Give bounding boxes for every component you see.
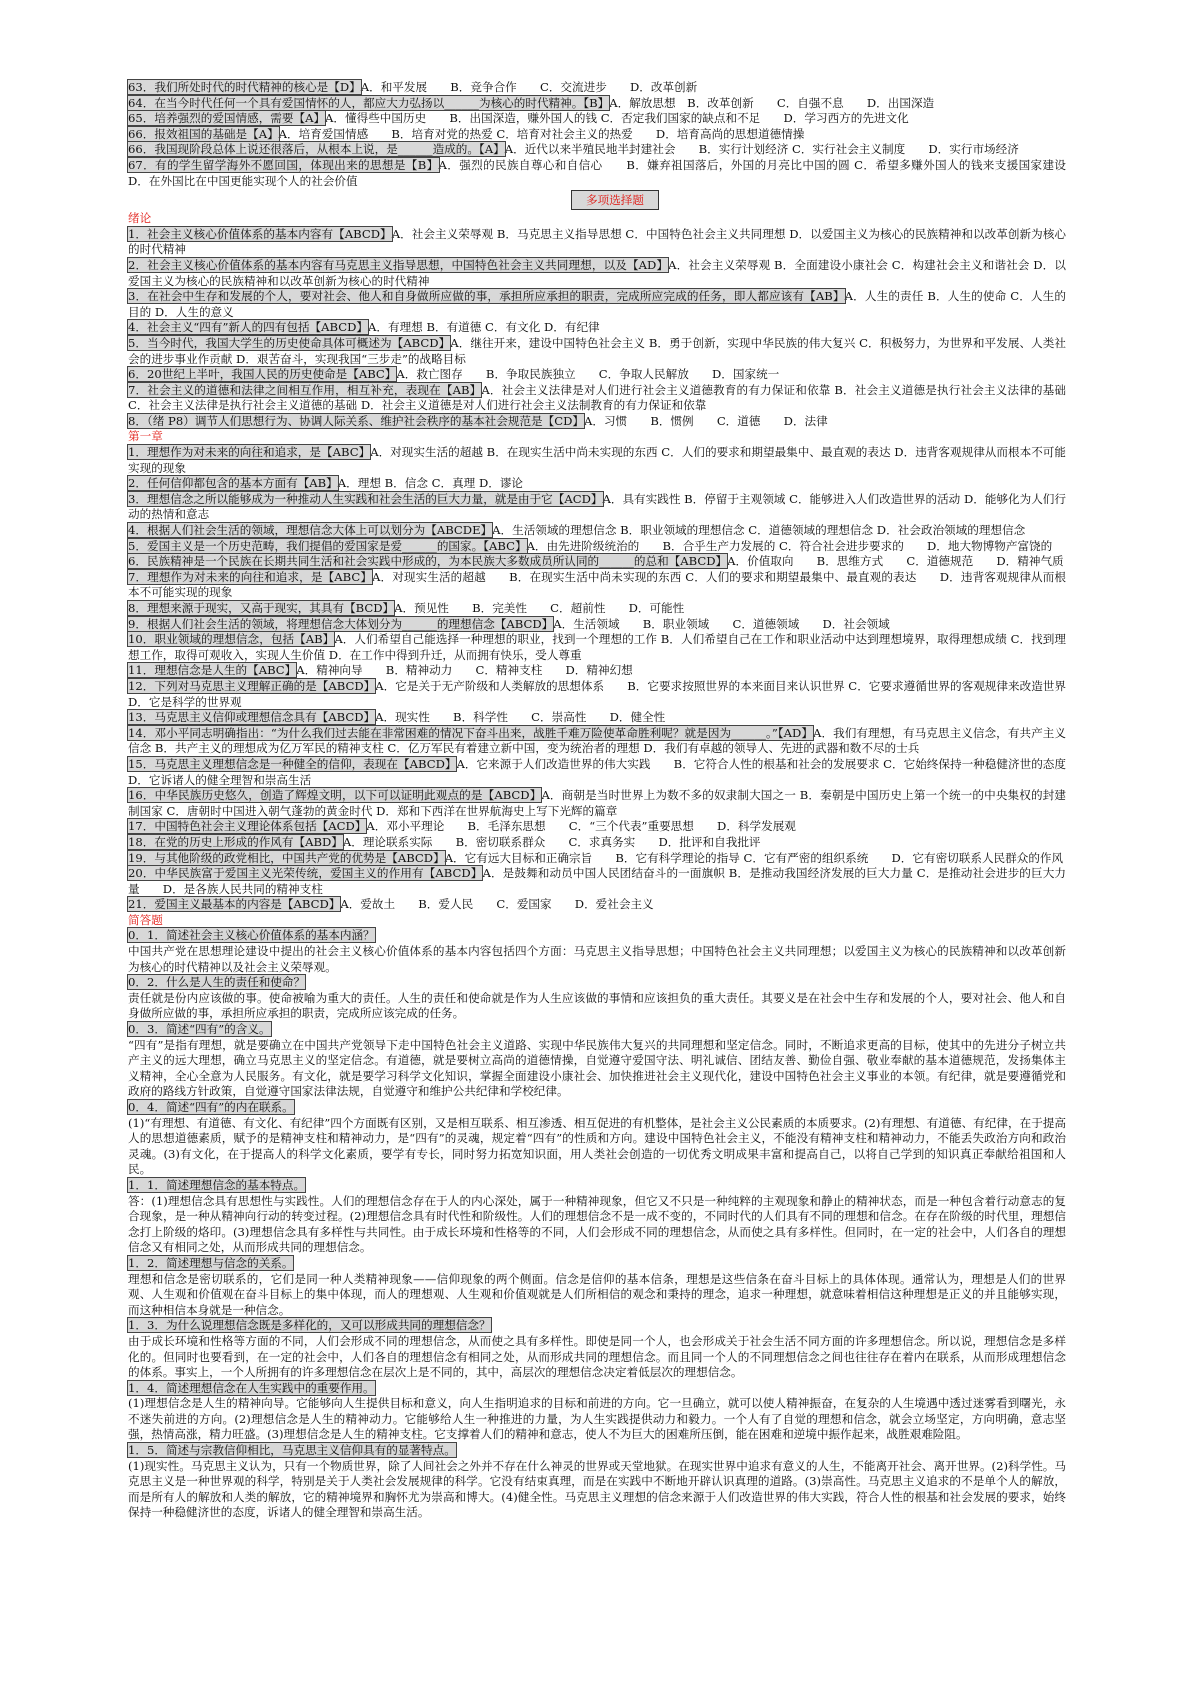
- question-options: A．邓小平理论 B．毛泽东思想 C．“三个代表”重要思想 D．科学发展观: [366, 819, 796, 834]
- question-stem: 21．爱国主义最基本的内容是【ABCD】: [128, 897, 341, 912]
- short-answer-question-text: 0．3．简述“四有”的含义。: [128, 1022, 271, 1037]
- question-options: A．由先进阶级统治的 B．合乎生产力发展的 C．符合社会进步要求的 D．地大物博物产富饶的: [526, 538, 1053, 553]
- question-options: A．它来源于人们改造世界的伟大实践 B．它符合人性的根基和社会的发展要求 C．它始终保持一种稳健济世的态度 D．它诉诸人的健全理智和崇高生活: [128, 756, 1090, 787]
- question-options: A．爱故土 B．爱人民 C．爱国家 D．爱社会主义: [340, 897, 654, 912]
- question-item: [128, 127, 1066, 143]
- short-answer-question: [128, 1443, 1066, 1459]
- question-stem: 1．理想作为对未来的向往和追求，是【ABC】: [128, 445, 371, 460]
- question-options: A．现实性 B．科学性 C．崇高性 D．健全性: [375, 710, 666, 725]
- question-item: [128, 289, 1066, 320]
- question-item: [128, 897, 1066, 913]
- question-stem: 14．邓小平同志明确指出：“为什么我们过去能在非常困难的情况下奋斗出来，战胜千难万险使革命胜利呢？就是因为______。”【AD】: [128, 725, 814, 740]
- question-item: [128, 142, 1066, 158]
- question-options: A．商朝是当时世界上为数不多的奴隶制大国之一 B．秦朝是中国历史上第一个统一的中央集权的封建制国家 C．唐朝时中国进入朝气蓬勃的黄金时代 D．郑和下西洋在世界航海史上写下光辉的篇章: [128, 788, 1066, 818]
- question-item: [128, 866, 1066, 897]
- question-item: [128, 157, 1090, 189]
- question-item: [128, 835, 1066, 851]
- question-list: [128, 227, 1066, 430]
- short-answer-text: (1)现实性。马克思主义认为，只有一个物质世界，除了人间社会之外并不存在什么神灵的世界或天堂地狱。在现实世界中追求有意义的人生，不能离开社会、离开世界。(2)科学性。马克思主义是一种世界观的科学，特别是关于人类社会发展规律的科学。它没有结束真理，而是在实践中不断地开辟认识真理的道路。(3)崇高性。马克思主义追求的不是单个人的解放，而是所有人的解放和人类的解放，它的精神境界和胸怀尤为崇高和博大。(4)健全性。马克思主义理想的信念来源于人们改造世界的伟大实践，符合人性的根基和社会发展的要求，始终保持一种稳健济世的态度，诉诸人的健全理智和崇高生活。: [128, 1458, 1066, 1520]
- multi-choice-heading: 多项选择题: [571, 190, 659, 210]
- question-options: A．是鼓舞和动员中国人民团结奋斗的一面旗帜 B．是推动我国经济发展的巨大力量 C．是推动社会进步的巨大力量 D．是各族人民共同的精神支柱: [128, 866, 1067, 896]
- short-answer-list: [128, 928, 1066, 1521]
- question-item: [128, 554, 1066, 570]
- question-stem: 5．爱国主义是一个历史范畴，我们提倡的爱国家是爱______的国家。【ABC】: [128, 538, 527, 553]
- question-options: A．生活领域 B．职业领域 C．道德领域 D．社会领域: [553, 616, 890, 631]
- question-stem: 7．理想作为对未来的向往和追求，是【ABC】: [128, 569, 373, 584]
- question-stem: 3．在社会中生存和发展的个人，要对社会、他人和自身做所应做的事，承担所应承担的职责，完成所应完成的任务，即人都应该有【AB】: [128, 289, 845, 304]
- question-options: A．社会主义法律是对人们进行社会主义道德教育的有力保证和依靠 B．社会主义道德是执行社会主义法律的基础 C．社会主义法律是执行社会主义道德的基础 D．社会主义道德是对人们进行社会主义法制教育的有力保证和依靠: [128, 382, 1066, 413]
- question-options: A．培育爱国情感 B．培育对党的热爱 C．培育对社会主义的热爱 D．培育高尚的思想道德情操: [278, 126, 805, 141]
- short-answer-question: [128, 1178, 1066, 1194]
- question-item: [128, 851, 1066, 867]
- question-options: A．它有远大目标和正确宗旨 B．它有科学理论的指导 C．它有严密的组织系统 D．它有密切联系人民群众的作风: [444, 850, 1064, 865]
- question-stem: 17．中国特色社会主义理论体系包括【ACD】: [128, 819, 367, 834]
- question-stem: 67．有的学生留学海外不愿回国，体现出来的思想是【B】: [128, 157, 439, 172]
- question-stem: 8．（绪 P8）调节人们思想行为、协调人际关系、维护社会秩序的基本社会规范是【CD】: [128, 413, 584, 428]
- short-answer-text: (1)理想信念是人生的精神向导。它能够向人生提供目标和意义，向人生指明追求的目标和前进的方向。它一旦确立，就可以使人精神振奋，在复杂的人生境遇中透过迷雾看到曙光，永不迷失前进的方向。(2)理想信念是人生的精神动力。它能够给人生一种推进的力量，为人生实践提供动力和毅力。一个人有了自觉的理想和信念，就会立场坚定，方向明确，意志坚强，热情高涨，精力旺盛。(3)理想信念是人生的精神支柱。它支撑着人们的精神和意志，使人不为巨大的困难所压倒，能在困难和逆境中振作起来，战胜艰难险阻。: [128, 1396, 1066, 1442]
- question-stem: 8．理想来源于现实，又高于现实，其具有【BCD】: [128, 601, 395, 615]
- question-stem: 63．我们所处时代的时代精神的核心是【D】: [128, 80, 361, 94]
- short-answer-question: [128, 1022, 1066, 1038]
- short-answer-text: “四有”是指有理想，就是要确立在中国共产党领导下走中国特色社会主义道路、实现中华民族伟大复兴的共同理想和坚定信念。同时，不断追求更高的目标，使其中的先进分子树立共产主义的远大理想，确立马克思主义的坚定信念。有道德，就是要树立高尚的道德情操，自觉遵守爱国守法、明礼诚信、团结友善、勤俭自强、敬业奉献的基本道德规范，发扬集体主义精神，全心全意为人民服务。有文化，就是要学习科学文化知识，掌握全面建设小康社会、加快推进社会主义现代化，建设中国特色社会主义事业的本领。有纪律，就是要遵循党和政府的路线方针政策，自觉遵守国家法律法规，自觉遵守和维护公共纪律和学校纪律。: [128, 1037, 1066, 1099]
- short-answer-question: [128, 1256, 1066, 1272]
- question-stem: 7．社会主义的道德和法律之间相互作用，相互补充，表现在【AB】: [128, 382, 482, 397]
- short-answer-question-text: 0．4．简述“四有”的内在联系。: [128, 1100, 294, 1114]
- question-stem: 10．职业领域的理想信念，包括【AB】: [128, 632, 335, 647]
- short-answer-question-text: 1．4．简述理想信念在人生实践中的重要作用。: [128, 1380, 375, 1395]
- question-options: A．理论联系实际 B．密切联系群众 C．求真务实 D．批评和自我批评: [342, 834, 761, 849]
- question-item: [128, 414, 1066, 430]
- short-answer-question-text: 1．5．简述与宗教信仰相比，马克思主义信仰具有的显著特点。: [128, 1443, 456, 1458]
- section-title: 第一章: [128, 429, 163, 444]
- short-answer-question: [128, 975, 1066, 991]
- question-options: A．我们有理想，有马克思主义信念，有共产主义信念 B．共产主义的理想成为亿万军民的精神支柱 C．亿万军民有着建立新中国，变为统治者的理想 D．我们有卓越的领导人、先进的武器和数不尽的士兵: [128, 725, 1066, 756]
- question-options: A．人生的责任 B．人生的使命 C．人生的目的 D．人生的意义: [128, 289, 1066, 319]
- question-list: [128, 445, 1090, 913]
- question-options: A．对现实生活的超越 B．在现实生活中尚未实现的东西 C．人们的要求和期望最集中、最直观的表达 D．违背客观规律从而根本不可能实现的现象: [128, 569, 1067, 600]
- question-item: [128, 788, 1066, 819]
- question-item: [128, 96, 1066, 112]
- question-options: A．社会主义荣辱观 B．全面建设小康社会 C．构建社会主义和谐社会 D．以爱国主义为核心的民族精神和以改革创新为核心的时代精神: [128, 257, 1066, 288]
- question-stem: 3．理想信念之所以能够成为一种推动人生实践和社会生活的巨大力量，就是由于它【ACD】: [128, 491, 603, 506]
- question-item: [128, 258, 1066, 289]
- question-options: A．价值取向 B．思维方式 C．道德规范 D．精神气质: [727, 554, 1064, 569]
- question-item: [128, 539, 1066, 555]
- question-options: A．习惯 B．惯例 C．道德 D．法律: [583, 413, 828, 428]
- question-item: [128, 663, 1066, 679]
- question-options: A．理想 B．信念 C．真理 D．谬论: [337, 476, 524, 491]
- question-stem: 6．民族精神是一个民族在长期共同生活和社会实践中形成的，为本民族大多数成员所认同的______的总和【ABCD】: [128, 554, 728, 569]
- question-item: [128, 445, 1066, 476]
- question-item: [128, 367, 1066, 383]
- question-item: [128, 710, 1066, 726]
- short-answer-question: [128, 1381, 1066, 1397]
- question-stem: 66．我国现阶段总体上说还很落后，从根本上说，是______造成的。【A】: [128, 142, 505, 157]
- question-item: [128, 726, 1066, 757]
- short-answer-question-text: 0．2．什么是人生的责任和使命？: [128, 975, 306, 990]
- short-answer-question-text: 0．1．简述社会主义核心价值体系的基本内涵？: [128, 928, 375, 943]
- question-item: [128, 632, 1066, 663]
- question-stem: 12．下列对马克思主义理解正确的是【ABCD】: [128, 678, 376, 693]
- question-stem: 9．根据人们社会生活的领域，将理想信念大体划分为______的理想信念【ABCD】: [128, 616, 554, 631]
- question-item: [128, 336, 1066, 367]
- question-item: [128, 80, 1066, 96]
- question-stem: 65．培养强烈的爱国情感，需要【A】: [128, 111, 326, 126]
- question-item: [128, 383, 1066, 414]
- question-stem: 15．马克思主义理想信念是一种健全的信仰，表现在【ABCD】: [128, 756, 457, 771]
- short-answer-question: [128, 928, 1066, 944]
- question-options: A．救亡图存 B．争取民族独立 C．争取人民解放 D．国家统一: [396, 367, 780, 382]
- short-answer-section: [128, 913, 1066, 1521]
- exam-review-content: [128, 80, 1090, 1521]
- question-stem: 64．在当今时代任何一个具有爱国情怀的人，都应大力弘扬以______为核心的时代精神。【B】: [128, 95, 610, 110]
- question-stem: 19．与其他阶级的政党相比，中国共产党的优势是【ABCD】: [128, 850, 445, 865]
- question-options: A．它是关于无产阶级和人类解放的思想体系 B．它要求按照世界的本来面目来认识世界 C．它要求遵循世界的客观规律来改造世界 D．它是科学的世界观: [128, 678, 1067, 709]
- section-title: 简答题: [128, 912, 163, 927]
- short-answer-question: [128, 1318, 1066, 1334]
- question-options: A．社会主义荣辱观 B．马克思主义指导思想 C．中国特色社会主义共同理想 D．以爱国主义为核心的民族精神和以改革创新为核心的时代精神: [128, 226, 1066, 257]
- short-answer-text: (1)“有理想、有道德、有文化、有纪律”四个方面既有区别，又是相互联系、相互渗透、相互促进的有机整体，是社会主义公民素质的本质要求。(2)有理想、有道德、有纪律，在于提高人的思想道德素质，赋予的是精神支柱和精神动力，是“四有”的灵魂，规定着“四有”的性质和方向。建设中国特色社会主义，不能没有精神支柱和精神动力，不能丢失政治方向和政治灵魂。(3)有文化，在于提高人的科学文化素质，要学有专长，同时努力拓宽知识面，用人类社会创造的一切优秀文明成果丰富和提高自己，以将自己学到的知识真正奉献给祖国和人民。: [128, 1115, 1066, 1177]
- short-answer-text: 中国共产党在思想理论建设中提出的社会主义核心价值体系的基本内容包括四个方面：马克思主义指导思想；中国特色社会主义共同理想；以爱国主义为核心的民族精神和以改革创新为核心的时代精神以及社会主义荣辱观。: [128, 944, 1066, 974]
- question-stem: 2．任何信仰都包含的基本方面有【AB】: [128, 476, 338, 491]
- single-choice-tail-list: [128, 80, 1090, 189]
- question-item: [128, 617, 1066, 633]
- question-options: A．生活领域的理想信念 B．职业领域的理想信念 C．道德领域的理想信念 D．社会政治领域的理想信念: [492, 523, 1026, 538]
- question-stem: 66．报效祖国的基础是【A】: [128, 126, 279, 141]
- question-stem: 16．中华民族历史悠久，创造了辉煌文明，以下可以证明此观点的是【ABCD】: [128, 788, 542, 803]
- question-item: [128, 492, 1066, 523]
- short-answer-question-text: 1．3．为什么说理想信念既是多样化的，又可以形成共同的理想信念？: [128, 1318, 491, 1333]
- question-item: [128, 601, 1066, 617]
- question-options: A．近代以来半殖民地半封建社会 B．实行计划经济 C．实行社会主义制度 D．实行市场经济: [504, 142, 1019, 157]
- question-options: A．强烈的民族自尊心和自信心 B．嫌弃祖国落后，外国的月亮比中国的圆 C．希望多赚外国人的钱来支援国家建设 D．在外国比在中国更能实现个人的社会价值: [128, 157, 1090, 188]
- question-stem: 20．中华民族富于爱国主义光荣传统，爱国主义的作用有【ABCD】: [128, 866, 483, 881]
- question-options: A．解放思想 B．改革创新 C．自强不息 D．出国深造: [609, 95, 935, 110]
- short-answer-text: 责任就是份内应该做的事。使命被喻为重大的责任。人生的责任和使命就是作为人生应该做的事情和应该担负的重大责任。其要义是在社会中生存和发展的个人，要对社会、他人和自身做所应做的事，承担所应承担的职责，完成所应该完成的任务。: [128, 990, 1066, 1021]
- short-answer-question: [128, 1100, 1066, 1116]
- section-chapter-one: [128, 429, 1090, 912]
- question-options: A．精神向导 B．精神动力 C．精神支柱 D．精神幻想: [296, 663, 633, 678]
- short-answer-question-text: 1．1．简述理想信念的基本特点。: [128, 1177, 306, 1192]
- question-item: [128, 819, 1066, 835]
- question-stem: 4．根据人们社会生活的领域，理想信念大体上可以划分为【ABCDE】: [128, 523, 493, 538]
- short-answer-text: 由于成长环境和性格等方面的不同，人们会形成不同的理想信念，从而使之具有多样性。即使是同一个人，也会形成关于社会生活不同方面的许多理想信念。所以说，理想信念是多样化的。但同时也要看到，在一定的社会中，人们各自的理想信念有相同之处，从而形成共同的理想信念。而且同一个人的不同理想信念之间也往往存在着内在联系，从而形成理想信念的体系。事实上，一个人所拥有的许多理想信念在层次上是不同的，其中，高层次的理想信念决定着低层次的理想信念。: [128, 1333, 1066, 1380]
- question-stem: 11．理想信念是人生的【ABC】: [128, 663, 297, 678]
- question-options: A．继往开来，建设中国特色社会主义 B．勇于创新，实现中华民族的伟大复兴 C．积极努力，为世界和平发展、人类社会的进步事业作贡献 D．艰苦奋斗，实现我国“三步走”的战略目标: [128, 335, 1067, 366]
- short-answer-text: 答：(1)理想信念具有思想性与实践性。人们的理想信念存在于人的内心深处，属于一种精神现象，但它又不只是一种纯粹的主观现象和静止的精神状态，而是一种包含着行动意志的复合现象，是一种从精神向行动的转变过程。(2)理想信念具有时代性和阶级性。人们的理想信念不是一成不变的，不同时代的人们具有不同的理想和信念。在存在阶级的时代里，理想信念打上阶级的烙印。(3)理想信念具有多样性与共同性。由于成长环境和性格等的不同，人们会形成不同的理想信念，从而使之具有多样性。但同时，在一定的社会中，人们各自的理想信念又有相同之处，从而形成共同的理想信念。: [128, 1193, 1066, 1255]
- question-item: [128, 523, 1066, 539]
- question-stem: 13．马克思主义信仰或理想信念具有【ABCD】: [128, 710, 376, 725]
- question-stem: 1．社会主义核心价值体系的基本内容有【ABCD】: [128, 226, 392, 241]
- question-item: [128, 679, 1066, 710]
- question-stem: 4．社会主义“四有”新人的四有包括【ABCD】: [128, 320, 369, 335]
- question-stem: 5．当今时代，我国大学生的历史使命具体可概述为【ABCD】: [128, 335, 451, 350]
- short-answer-question-text: 1．2．简述理想与信念的关系。: [128, 1255, 294, 1270]
- short-answer-text: 理想和信念是密切联系的，它们是同一种人类精神现象——信仰现象的两个侧面。信念是信仰的基本信条，理想是这些信条在奋斗目标上的具体体现。通常认为，理想是人们的世界观、人生观和价值观在奋斗目标上的集中体现，而人的理想观、人生观和价值观就是人们所相信的观念和秉持的理念，追求一种理想，就意味着相信这种理想是正义的并且能够实现，而这种相信本身就是一种信念。: [128, 1271, 1066, 1317]
- multi-choice-heading-wrap: [128, 190, 1066, 210]
- question-options: A．有理想 B．有道德 C．有文化 D．有纪律: [368, 320, 600, 335]
- question-item: [128, 476, 1066, 492]
- question-item: [128, 227, 1066, 258]
- question-item: [128, 756, 1090, 788]
- question-options: A．具有实践性 B．停留于主观领域 C．能够进入人们改造世界的活动 D．能够化为人们行动的热情和意志: [128, 491, 1067, 522]
- section-title: 绪论: [128, 211, 152, 226]
- question-item: [128, 111, 1066, 127]
- question-stem: 6．20世纪上半叶，我国人民的历史使命是【ABC】: [128, 367, 397, 382]
- question-options: A．预见性 B．完美性 C．超前性 D．可能性: [394, 601, 685, 615]
- question-item: [128, 570, 1066, 601]
- question-options: A．对现实生活的超越 B．在现实生活中尚未实现的东西 C．人们的要求和期望最集中、最直观的表达 D．违背客观规律从而根本不可能实现的现象: [128, 445, 1066, 475]
- question-options: A．懂得些中国历史 B．出国深造，赚外国人的钱 C．否定我们国家的缺点和不足 D．学习西方的先进文化: [325, 111, 909, 126]
- question-stem: 18．在党的历史上形成的作风有【ABD】: [128, 834, 343, 849]
- section-intro: [128, 211, 1066, 429]
- question-options: A．和平发展 B．竞争合作 C．交流进步 D．改革创新: [360, 80, 698, 94]
- question-options: A．人们希望自己能选择一种理想的职业，找到一个理想的工作 B．人们希望自己在工作和职业活动中达到理想境界，取得理想成绩 C．找到理想工作，取得可观收入，实现人生价值 D．在工作中得到升迁，从而拥有快乐，受人尊重: [128, 632, 1066, 662]
- question-stem: 2．社会主义核心价值体系的基本内容有马克思主义指导思想，中国特色社会主义共同理想，以及【AD】: [128, 257, 669, 272]
- question-item: [128, 320, 1066, 336]
